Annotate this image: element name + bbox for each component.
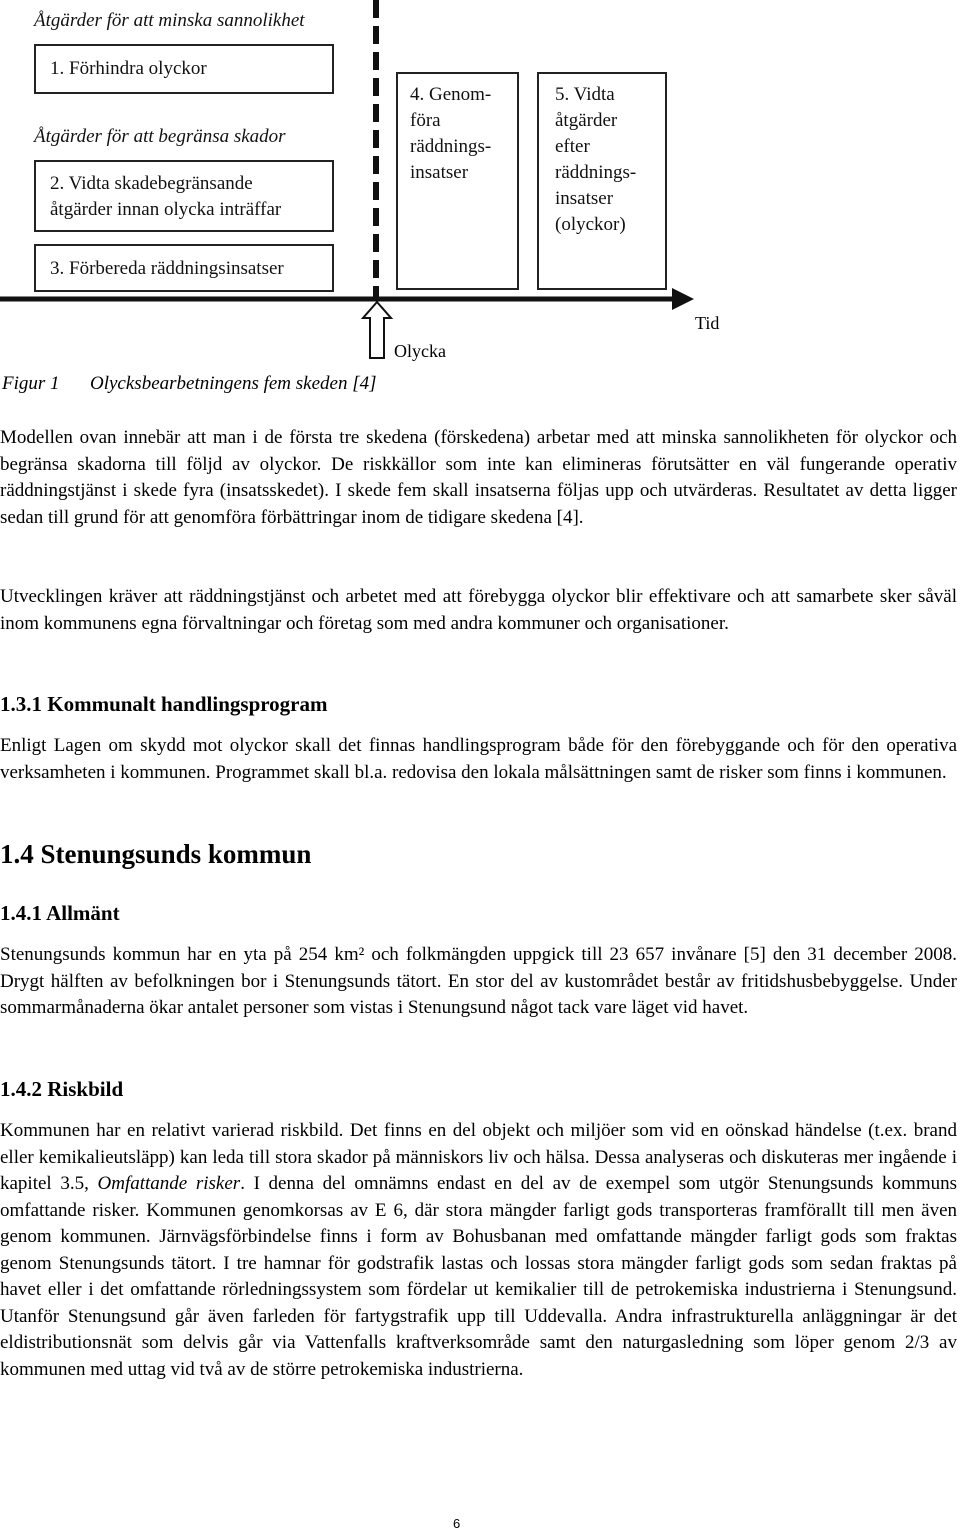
accident-up-arrow [360, 300, 394, 362]
section-heading-1-4-2: 1.4.2 Riskbild [0, 1077, 124, 1101]
paragraph-general: Stenungsunds kommun har en yta på 254 km² och folkmängden uppgick till 23 657 invånare [5] den 31 december 2008. Drygt hälften av befolkningen bor i Stenungsunds tätort. En stor del av kustområdet består av fritidshusbebyggelse. Under sommarmånaderna ökar antalet personer som vistas i Stenungsund något tack vare läget vid havet. [0, 944, 957, 1018]
section-heading-1-4-1: 1.4.1 Allmänt [0, 901, 120, 925]
phase-box-5-line-1: 5. Vidta [555, 84, 615, 105]
page-number: 6 [453, 1516, 461, 1531]
section-heading-1-3-1: 1.3.1 Kommunalt handlingsprogram [0, 692, 328, 716]
time-axis-arrow [0, 285, 960, 365]
phase-box-5-line-5: insatser [555, 188, 614, 209]
risk-text-part-1: Kommunen har en relativt varierad riskbild. Det finns en del objekt och miljöer som vid en oönskad händelse (t.ex. brand eller kemikalieutsläpp) kan leda till stora skador på människors liv och hälsa. Dessa analyseras och diskuteras mer ingående i kapitel 3.5, [0, 1120, 957, 1194]
paragraph-development: Utvecklingen kräver att räddningstjänst och arbetet med att förebygga olyckor blir effektivare och att samarbete sker såväl inom kommunens egna förvaltningar och företag som med andra kommuner och organisationer. [0, 586, 957, 634]
phase-box-1 [34, 44, 334, 94]
time-axis-label: Tid [695, 313, 720, 333]
phase-box-4 [396, 72, 519, 290]
figure-caption: Olycksbearbetningens fem skeden [4] [90, 373, 377, 394]
phase-box-4-line-4: insatser [410, 162, 469, 183]
phase-box-5-line-6: (olyckor) [555, 214, 626, 235]
phase-box-5-line-3: efter [555, 136, 590, 157]
paragraph-risk-picture [0, 1118, 957, 1383]
risk-chapter-reference: Omfattande risker [97, 1173, 241, 1194]
limit-damage-heading: Åtgärder för att begränsa skador [34, 126, 286, 147]
figure-number: Figur 1 [2, 373, 60, 394]
phase-box-4-line-3: räddnings- [410, 136, 492, 157]
phase-box-3-label: 3. Förbereda räddningsinsatser [50, 258, 284, 279]
phase-box-2-line-1: 2. Vidta skadebegränsande [50, 173, 253, 194]
phase-box-5 [537, 72, 667, 290]
phase-box-2-line-2: åtgärder innan olycka inträffar [50, 199, 282, 220]
paragraph-model-description: Modellen ovan innebär att man i de första tre skedena (förskedena) arbetar med att minska sannolikheten för olyckor och begränsa skadorna till följd av olyckor. De riskkällor som inte kan elimineras förutsätter en väl fungerande operativ räddningstjänst i skede fyra (insatsskedet). I skede fem skall insatserna följas upp och utvärderas. Resultatet av detta ligger sedan till grund för att genomföra förbättringar inom de tidigare skedena [4]. [0, 427, 957, 528]
phase-box-5-line-2: åtgärder [555, 110, 618, 131]
section-heading-1-4: 1.4 Stenungsunds kommun [0, 839, 312, 869]
phase-box-5-line-4: räddnings- [555, 162, 637, 183]
phase-box-4-line-2: föra [410, 110, 441, 131]
risk-text-part-2: . I denna del omnämns endast en del av de exempel som utgör Stenungsunds kommuns omfattande risker. Kommunen genomkorsas av E 6, där stora mängder farligt gods transporteras framförallt till men även genom kommunen. Järnvägsförbindelse finns i form av Bohusbanan med omfattande mängder farligt gods som fraktas genom Stenungsunds tätort. I tre hamnar för godstrafik lastas och lossas stora mängder farligt gods som sedan fraktas på havet eller i det omfattande rörledningssystem som fördelar ut kemikalier till de petrokemiska industrierna i Stenungsund. Utanför Stenungsund går även farleden för fartygstrafik upp till Uddevalla. Andra infrastrukturella anläggningar är det eldistributionsnät som delvis går via Vattenfalls kraftverksområde samt den naturgasledning som löper genom 2/3 av kommunen med uttag vid två av de större petrokemiska industrierna. [0, 1173, 957, 1380]
phase-box-4-line-1: 4. Genom- [410, 84, 492, 105]
phase-box-1-label: 1. Förhindra olyckor [50, 58, 207, 79]
phase-box-2 [34, 160, 334, 232]
reduce-probability-heading: Åtgärder för att minska sannolikhet [34, 10, 305, 31]
accident-label: Olycka [394, 341, 446, 361]
paragraph-action-program: Enligt Lagen om skydd mot olyckor skall det finnas handlingsprogram både för den förebyggande och för den operativa verksamheten i kommunen. Programmet skall bl.a. redovisa den lokala målsättningen samt de risker som finns i kommunen. [0, 735, 957, 783]
